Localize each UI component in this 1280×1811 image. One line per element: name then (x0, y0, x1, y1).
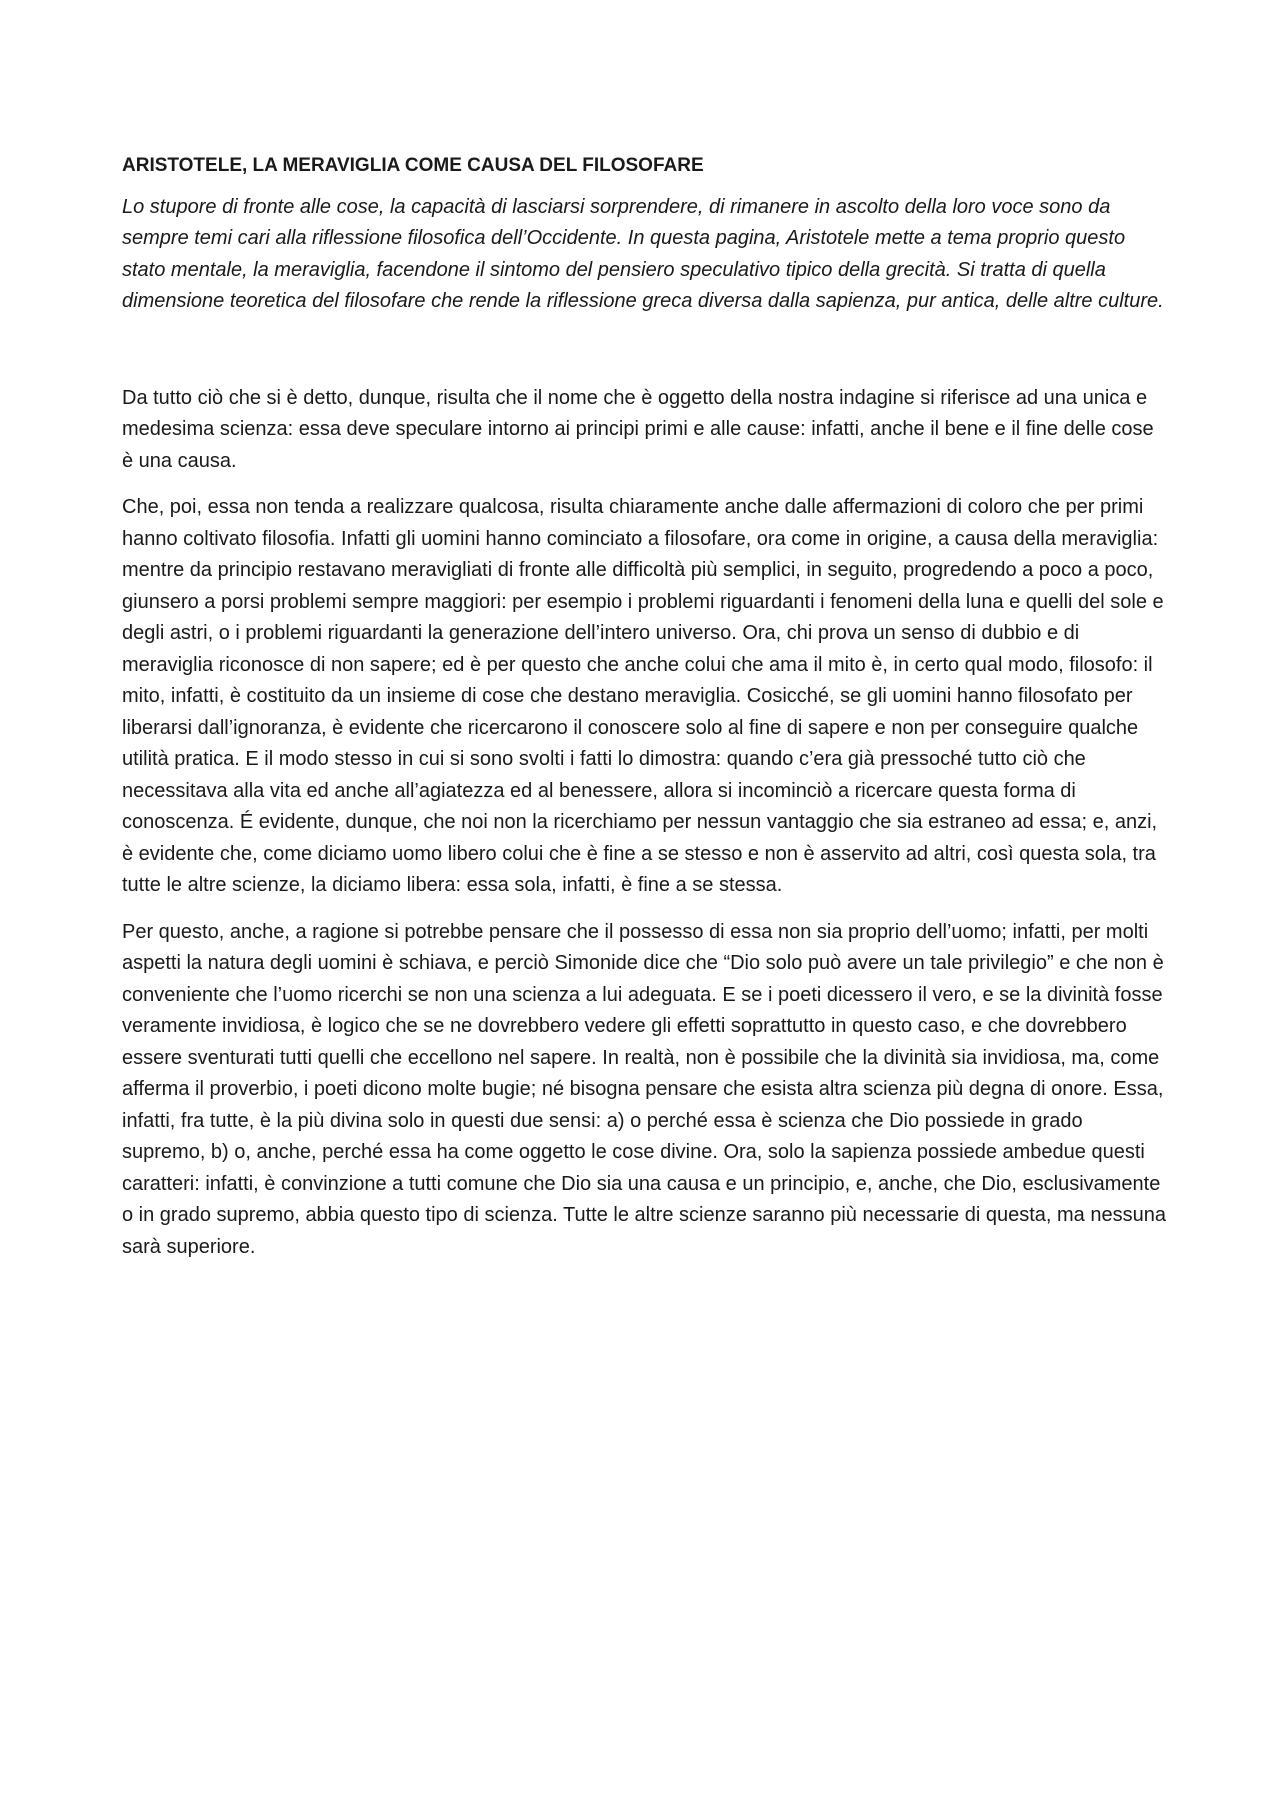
document-page (122, 150, 1167, 1278)
intro-paragraph: Lo stupore di fronte alle cose, la capacità di lasciarsi sorprendere, di rimanere in ascolto della loro voce sono da sempre temi cari alla riflessione filosofica dell’Occidente. In questa pagina, Aristotele mette a tema proprio questo stato mentale, la meraviglia, facendone il sintomo del pensiero speculativo tipico della grecità. Si tratta di quella dimensione teoretica del filosofare che rende la riflessione greca diversa dalla sapienza, pur antica, delle altre culture. (122, 195, 1164, 312)
body-text (122, 383, 1167, 1264)
body-paragraph-3: Per questo, anche, a ragione si potrebbe pensare che il possesso di essa non sia proprio dell’uomo; infatti, per molti aspetti la natura degli uomini è schiava, e perciò Simonide dice che “Dio solo può avere un tale privilegio” e che non è conveniente che l’uomo ricerchi se non una scienza a lui adeguata. E se i poeti dicessero il vero, e se la divinità fosse veramente invidiosa, è logico che se ne dovrebbero vedere gli effetti soprattutto in questo caso, e che dovrebbero essere sventurati tutti quelli che eccellono nel sapere. In realtà, non è possibile che la divinità sia invidiosa, ma, come afferma il proverbio, i poeti dicono molte bugie; né bisogna pensare che esista altra scienza più degna di onore. Essa, infatti, fra tutte, è la più divina solo in questi due sensi: a) o perché essa è scienza che Dio possiede in grado supremo, b) o, anche, perché essa ha come oggetto le cose divine. Ora, solo la sapienza possiede ambedue questi caratteri: infatti, è convinzione a tutti comune che Dio sia una causa e un principio, e, anche, che Dio, esclusivamente o in grado supremo, abbia questo tipo di scienza. Tutte le altre scienze saranno più necessarie di questa, ma nessuna sarà superiore. (122, 920, 1166, 1258)
body-paragraph-2: Che, poi, essa non tenda a realizzare qualcosa, risulta chiaramente anche dalle affermazioni di coloro che per primi hanno coltivato filosofia. Infatti gli uomini hanno cominciato a filosofare, ora come in origine, a causa della meraviglia: mentre da principio restavano meravigliati di fronte alle difficoltà più semplici, in seguito, progredendo a poco a poco, giunsero a porsi problemi sempre maggiori: per esempio i problemi riguardanti i fenomeni della luna e quelli del sole e degli astri, o i problemi riguardanti la generazione dell’intero universo. Ora, chi prova un senso di dubbio e di meraviglia riconosce di non sapere; ed è per questo che anche colui che ama il mito è, in certo qual modo, filosofo: il mito, infatti, è costituito da un insieme di cose che destano meraviglia. Cosicché, se gli uomini hanno filosofato per liberarsi dall’ignoranza, è evidente che ricercarono il conoscere solo al fine di sapere e non per conseguire qualche utilità pratica. E il modo stesso in cui si sono svolti i fatti lo dimostra: quando c’era già pressoché tutto ciò che necessitava alla vita ed anche all’agiatezza ed al benessere, allora si incominciò a ricercare questa forma di conoscenza. É evidente, dunque, che noi non la ricerchiamo per nessun vantaggio che sia estraneo ad essa; e, anzi, è evidente che, come diciamo uomo libero colui che è fine a se stesso e non è asservito ad altri, così questa sola, tra tutte le altre scienze, la diciamo libera: essa sola, infatti, è fine a se stessa. (122, 496, 1164, 896)
body-paragraph-1: Da tutto ciò che si è detto, dunque, risulta che il nome che è oggetto della nostra indagine si riferisce ad una unica e medesima scienza: essa deve speculare intorno ai principi primi e alle cause: infatti, anche il bene e il fine delle cose è una causa. (122, 386, 1154, 472)
document-title: ARISTOTELE, LA MERAVIGLIA COME CAUSA DEL FILOSOFARE (122, 155, 704, 176)
